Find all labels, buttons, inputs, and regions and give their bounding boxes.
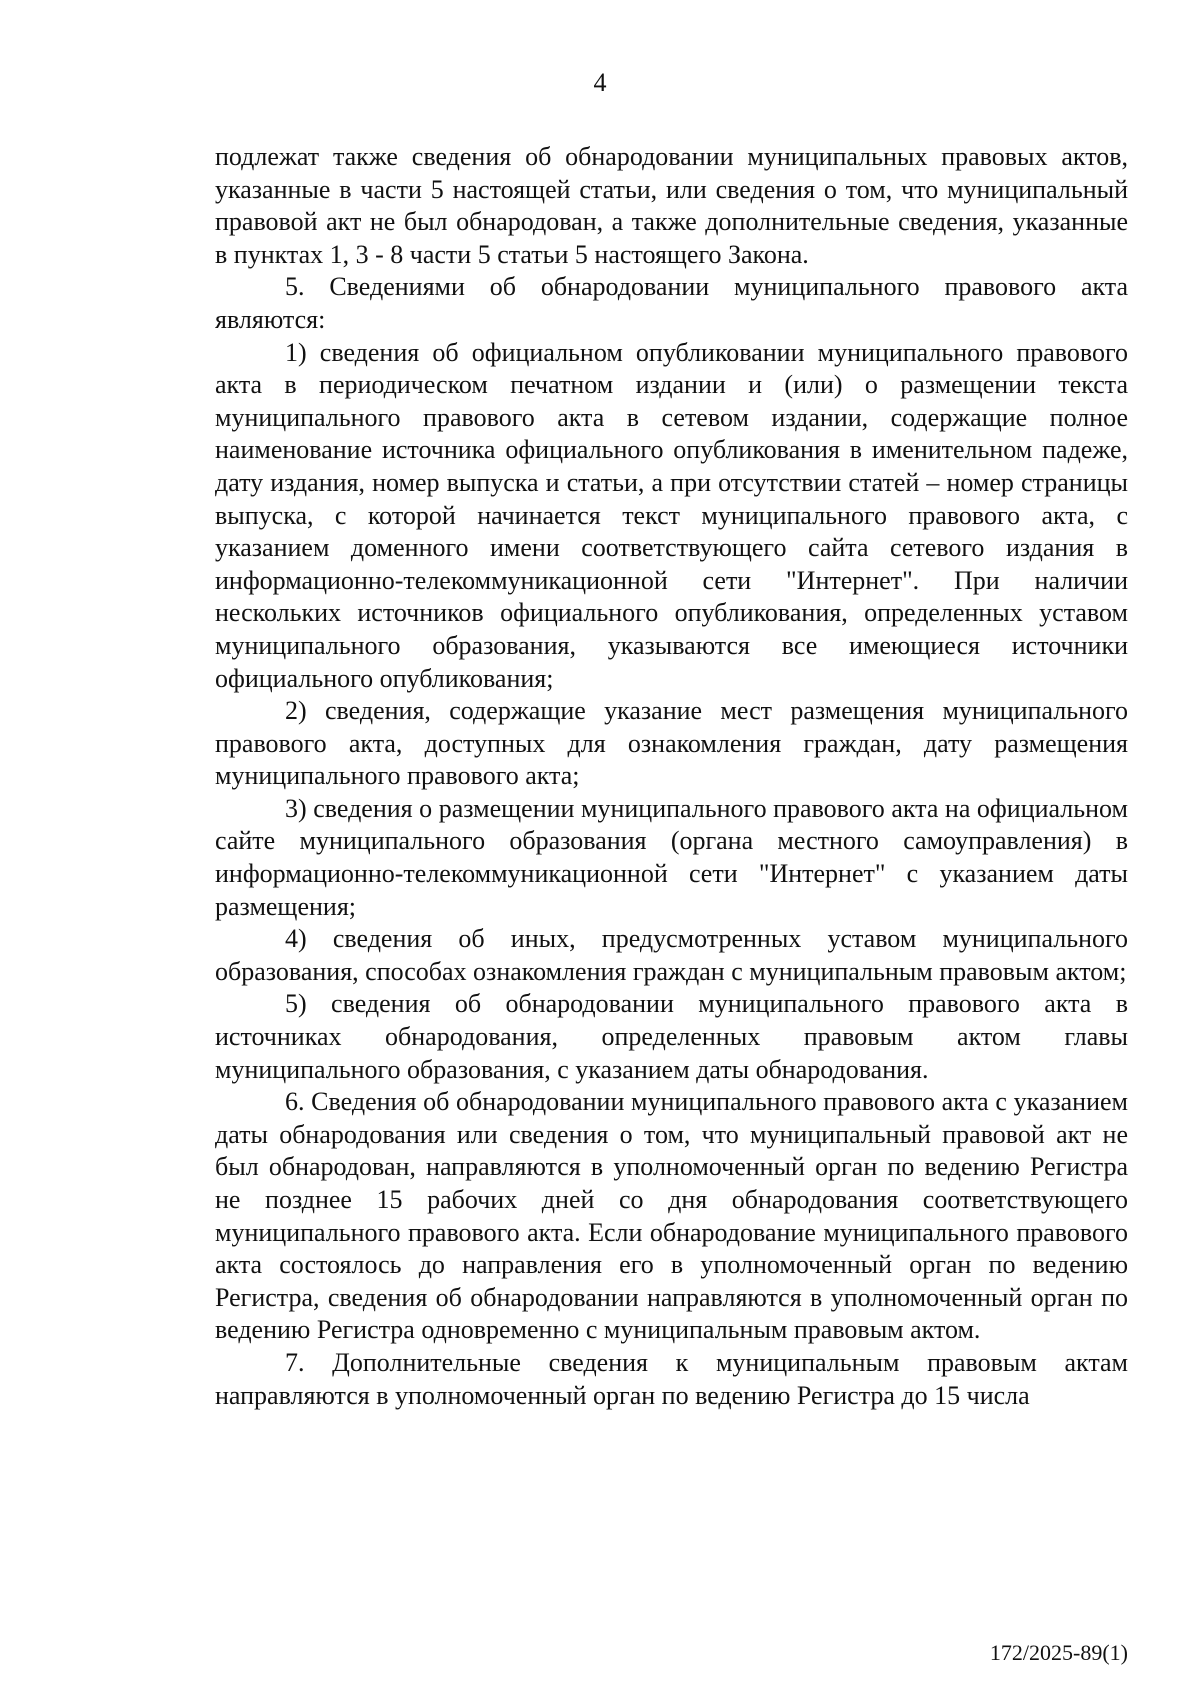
- paragraph-part-7: 7. Дополнительные сведения к муниципальным правовым актам направляются в уполномоченный орган по ведению Регистра до 15 числа: [215, 1347, 1128, 1410]
- paragraph-continuation: подлежат также сведения об обнародовании муниципальных правовых актов, указанные в части 5 настоящей статьи, или сведения о том, что муниципальный правовой акт не был обнародован, а также дополнительные сведения, указанные в пунктах 1, 3 - 8 части 5 статьи 5 настоящего Закона.: [215, 142, 1128, 269]
- paragraph-item-3: 3) сведения о размещении муниципального правового акта на официальном сайте муниципального образования (органа местного самоуправления) в информационно-телекоммуникационной сети "Интернет" с указанием даты размещения;: [215, 793, 1128, 921]
- paragraph-part-5: 5. Сведениями об обнародовании муниципального правового акта являются:: [215, 272, 1128, 334]
- paragraph-part-6: 6. Сведения об обнародовании муниципального правового акта с указанием даты обнародования или сведения о том, что муниципальный правовой акт не был обнародован, направляются в уполномоченный орган по ведению Регистра не позднее 15 рабочих дней со дня обнародования соответствующего муниципального правового акта. Если обнародование муниципального правового акта состоялось до направления его в уполномоченный орган по ведению Регистра, сведения об обнародовании направляются в уполномоченный орган по ведению Регистра одновременно с муниципальным правовым актом.: [215, 1087, 1128, 1345]
- paragraph-item-1: 1) сведения об официальном опубликовании муниципального правового акта в периодическом печатном издании и (или) о размещении текста муниципального правового акта в сетевом издании, содержащие полное наименование источника официального опубликования в именительном падеже, дату издания, номер выпуска и статьи, а при отсутствии статей – номер страницы выпуска, с которой начинается текст муниципального правового акта, с указанием доменного имени соответствующего сайта сетевого издания в информационно-телекоммуникационной сети "Интернет". При наличии нескольких источников официального опубликования, определенных уставом муниципального образования, указываются все имеющиеся источники официального опубликования;: [215, 337, 1128, 693]
- document-code: 172/2025-89(1): [989, 1640, 1128, 1665]
- paragraph-item-4: 4) сведения об иных, предусмотренных уставом муниципального образования, способах ознакомления граждан с муниципальным правовым актом;: [215, 924, 1128, 986]
- paragraph-item-2: 2) сведения, содержащие указание мест размещения муниципального правового акта, доступных для ознакомления граждан, дату размещения муниципального правового акта;: [215, 696, 1128, 791]
- page-number: 4: [593, 68, 607, 97]
- paragraph-item-5: 5) сведения об обнародовании муниципального правового акта в источниках обнародования, определенных правовым актом главы муниципального образования, с указанием даты обнародования.: [215, 989, 1128, 1084]
- document-body: [215, 141, 1128, 1412]
